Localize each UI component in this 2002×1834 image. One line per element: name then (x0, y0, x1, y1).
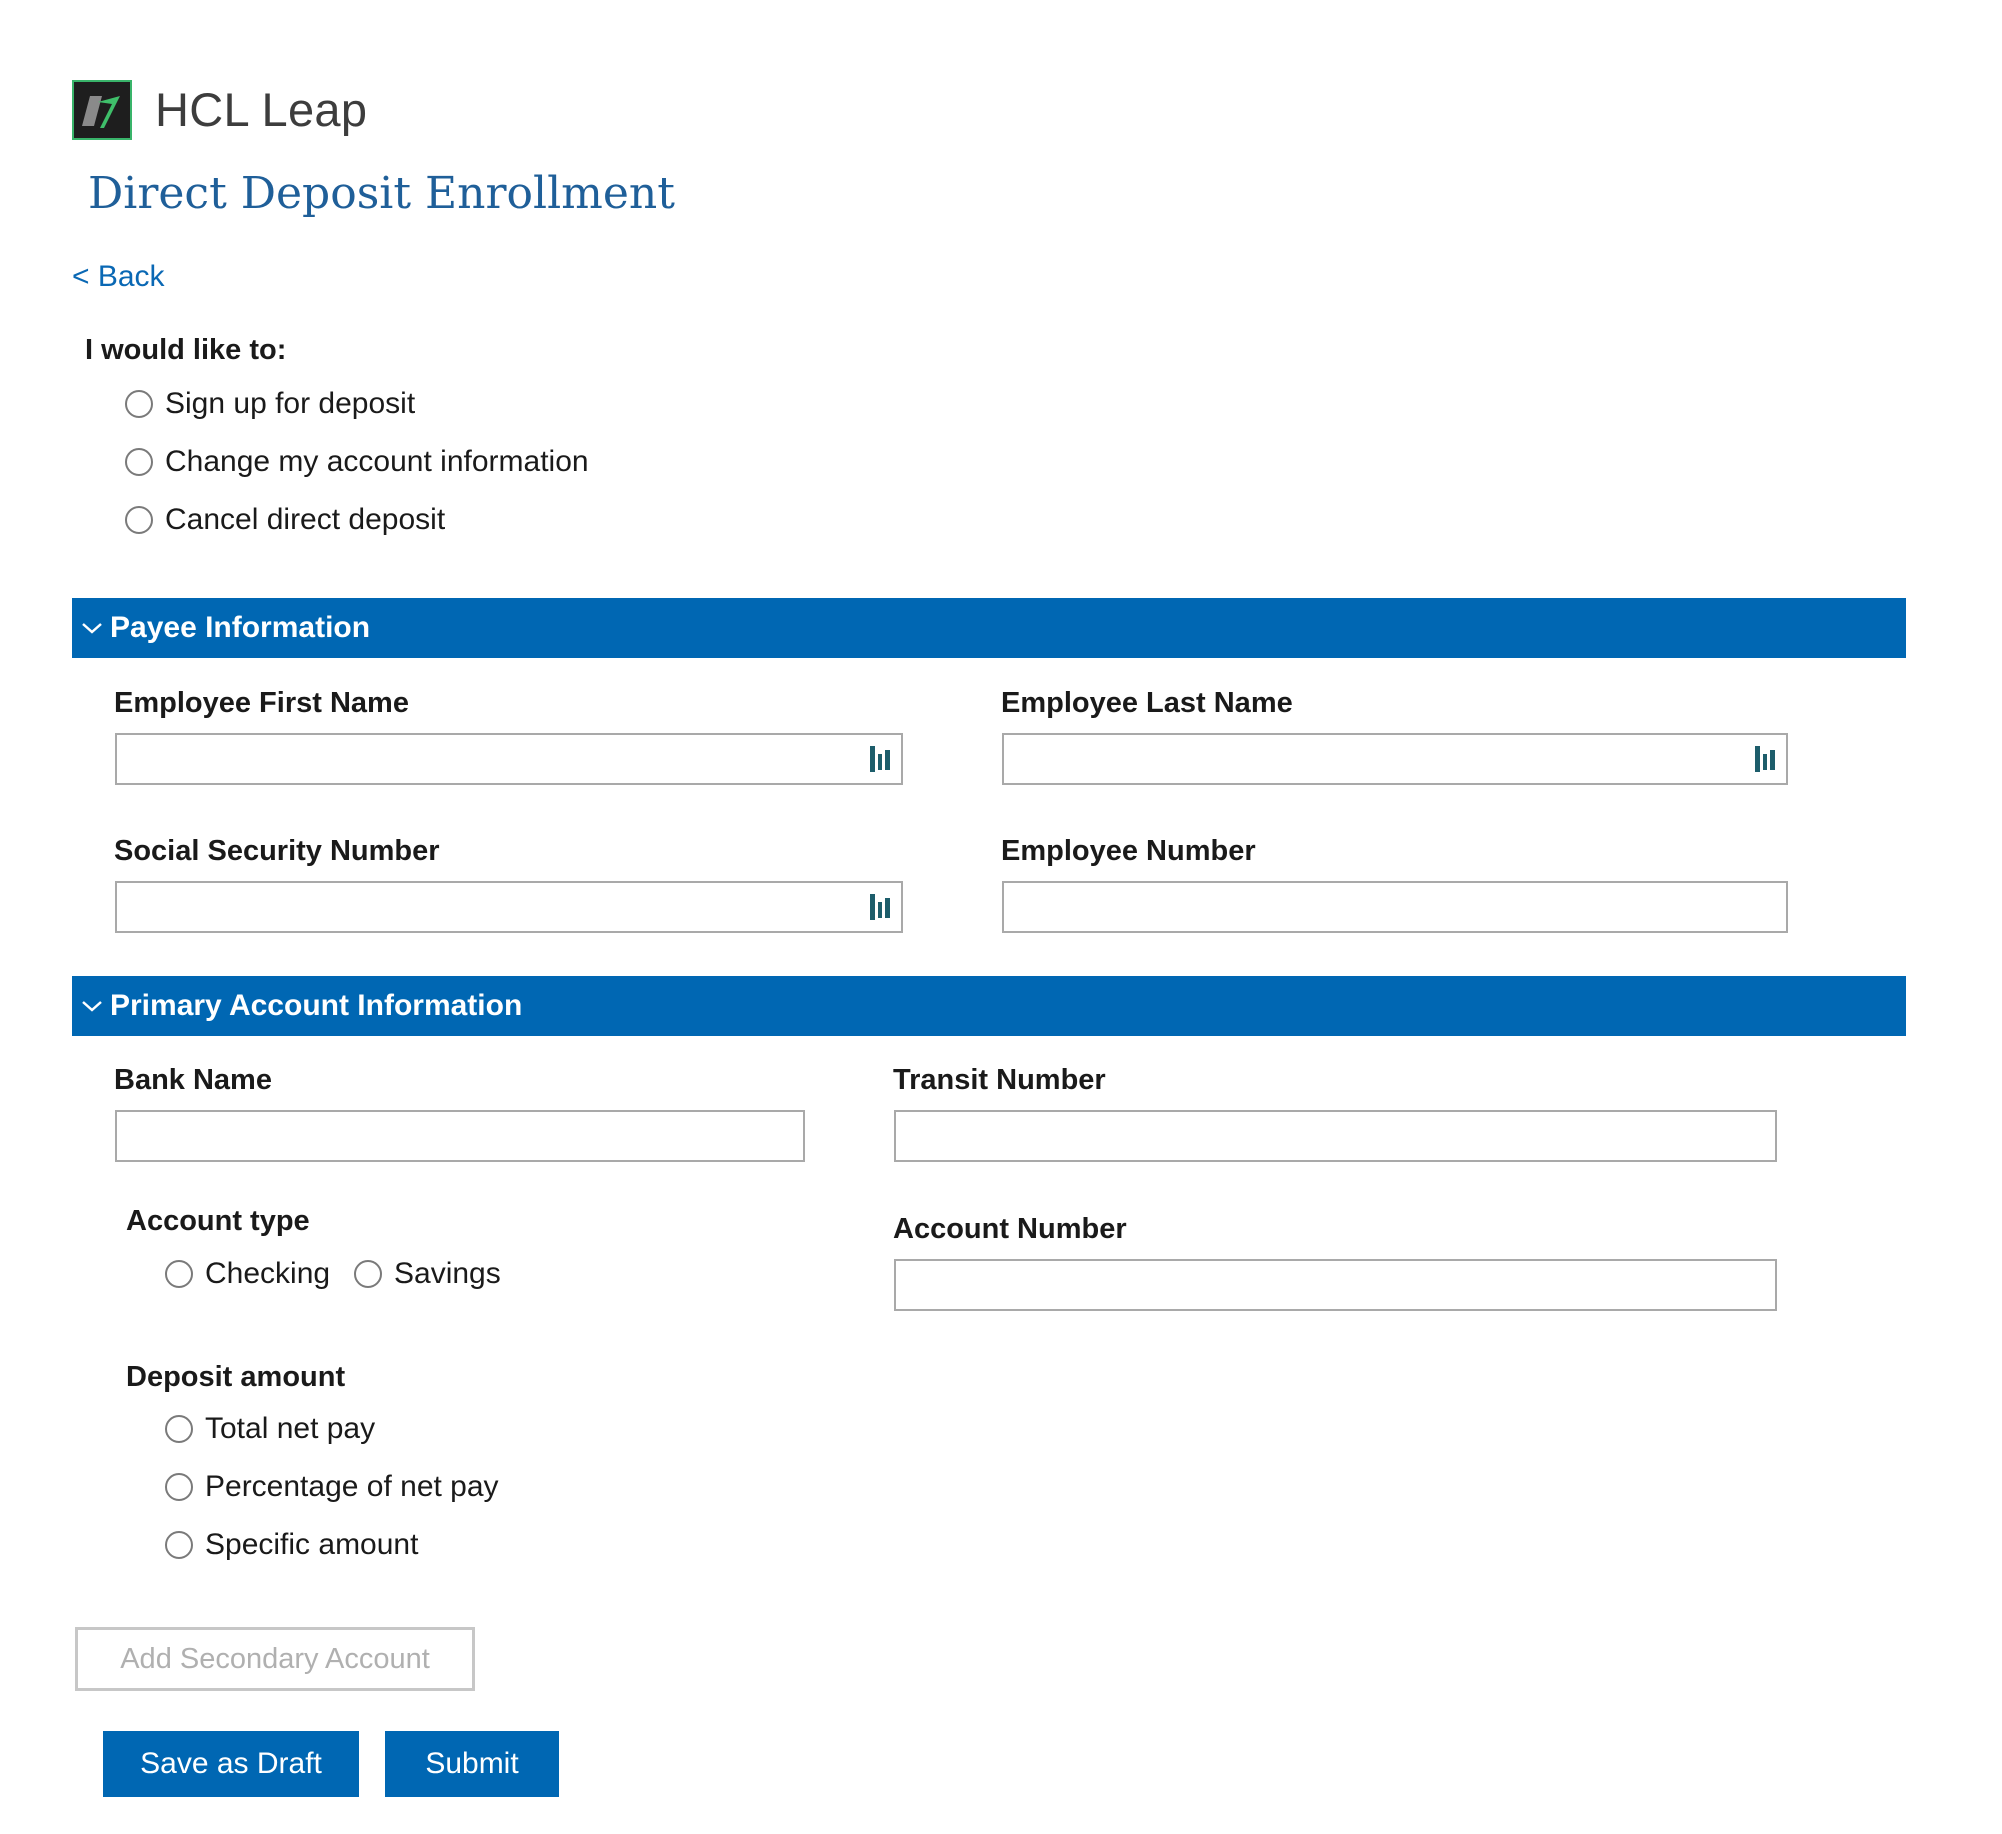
transit-number-label: Transit Number (893, 1064, 1106, 1096)
ssn-input[interactable] (115, 881, 903, 933)
chevron-down-icon[interactable] (74, 976, 110, 1036)
autofill-icon[interactable] (1753, 744, 1777, 774)
autofill-icon[interactable] (868, 892, 892, 922)
brand-name: HCL Leap (155, 83, 368, 136)
radio-percentage-net-pay[interactable] (165, 1470, 499, 1504)
first-name-label: Employee First Name (114, 687, 409, 719)
back-link[interactable]: < Back (72, 260, 165, 293)
deposit-amount-label: Deposit amount (126, 1361, 346, 1393)
section-payee-information[interactable] (72, 598, 1906, 658)
radio-circle-icon[interactable] (354, 1260, 382, 1288)
radio-circle-icon[interactable] (165, 1473, 193, 1501)
save-as-draft-button[interactable]: Save as Draft (103, 1731, 359, 1797)
intent-label: I would like to: (85, 334, 287, 366)
bank-name-label: Bank Name (114, 1064, 272, 1096)
employee-number-label: Employee Number (1001, 835, 1256, 867)
last-name-input[interactable] (1002, 733, 1788, 785)
bank-name-input[interactable] (115, 1110, 805, 1162)
section-primary-account-information[interactable] (72, 976, 1906, 1036)
radio-label: Percentage of net pay (205, 1470, 499, 1503)
radio-label: Checking (205, 1257, 331, 1290)
section-title: Payee Information (110, 611, 371, 644)
account-number-input[interactable] (894, 1259, 1777, 1311)
ssn-label: Social Security Number (114, 835, 440, 867)
employee-number-input[interactable] (1002, 881, 1788, 933)
account-type-label: Account type (126, 1205, 310, 1237)
radio-circle-icon[interactable] (125, 506, 153, 534)
radio-specific-amount[interactable] (165, 1528, 418, 1562)
radio-label: Change my account information (165, 445, 589, 478)
radio-sign-up[interactable] (125, 387, 415, 421)
radio-label: Specific amount (205, 1528, 419, 1561)
first-name-input[interactable] (115, 733, 903, 785)
radio-savings[interactable] (354, 1257, 501, 1291)
section-title: Primary Account Information (110, 989, 523, 1022)
radio-label: Cancel direct deposit (165, 503, 446, 536)
transit-number-input[interactable] (894, 1110, 1777, 1162)
radio-change-account[interactable] (125, 445, 589, 479)
add-secondary-account-button[interactable]: Add Secondary Account (75, 1627, 475, 1691)
radio-circle-icon[interactable] (125, 448, 153, 476)
radio-circle-icon[interactable] (165, 1260, 193, 1288)
last-name-label: Employee Last Name (1001, 687, 1293, 719)
radio-label: Savings (394, 1257, 501, 1290)
page-title: Direct Deposit Enrollment (88, 168, 675, 219)
radio-cancel-deposit[interactable] (125, 503, 445, 537)
chevron-down-icon[interactable] (74, 598, 110, 658)
submit-button[interactable]: Submit (385, 1731, 559, 1797)
radio-label: Sign up for deposit (165, 387, 416, 420)
autofill-icon[interactable] (868, 744, 892, 774)
radio-circle-icon[interactable] (165, 1531, 193, 1559)
radio-total-net-pay[interactable] (165, 1412, 375, 1446)
radio-label: Total net pay (205, 1412, 376, 1445)
hcl-logo-icon (72, 80, 132, 140)
radio-circle-icon[interactable] (165, 1415, 193, 1443)
radio-checking[interactable] (165, 1257, 330, 1291)
radio-circle-icon[interactable] (125, 390, 153, 418)
account-number-label: Account Number (893, 1213, 1127, 1245)
